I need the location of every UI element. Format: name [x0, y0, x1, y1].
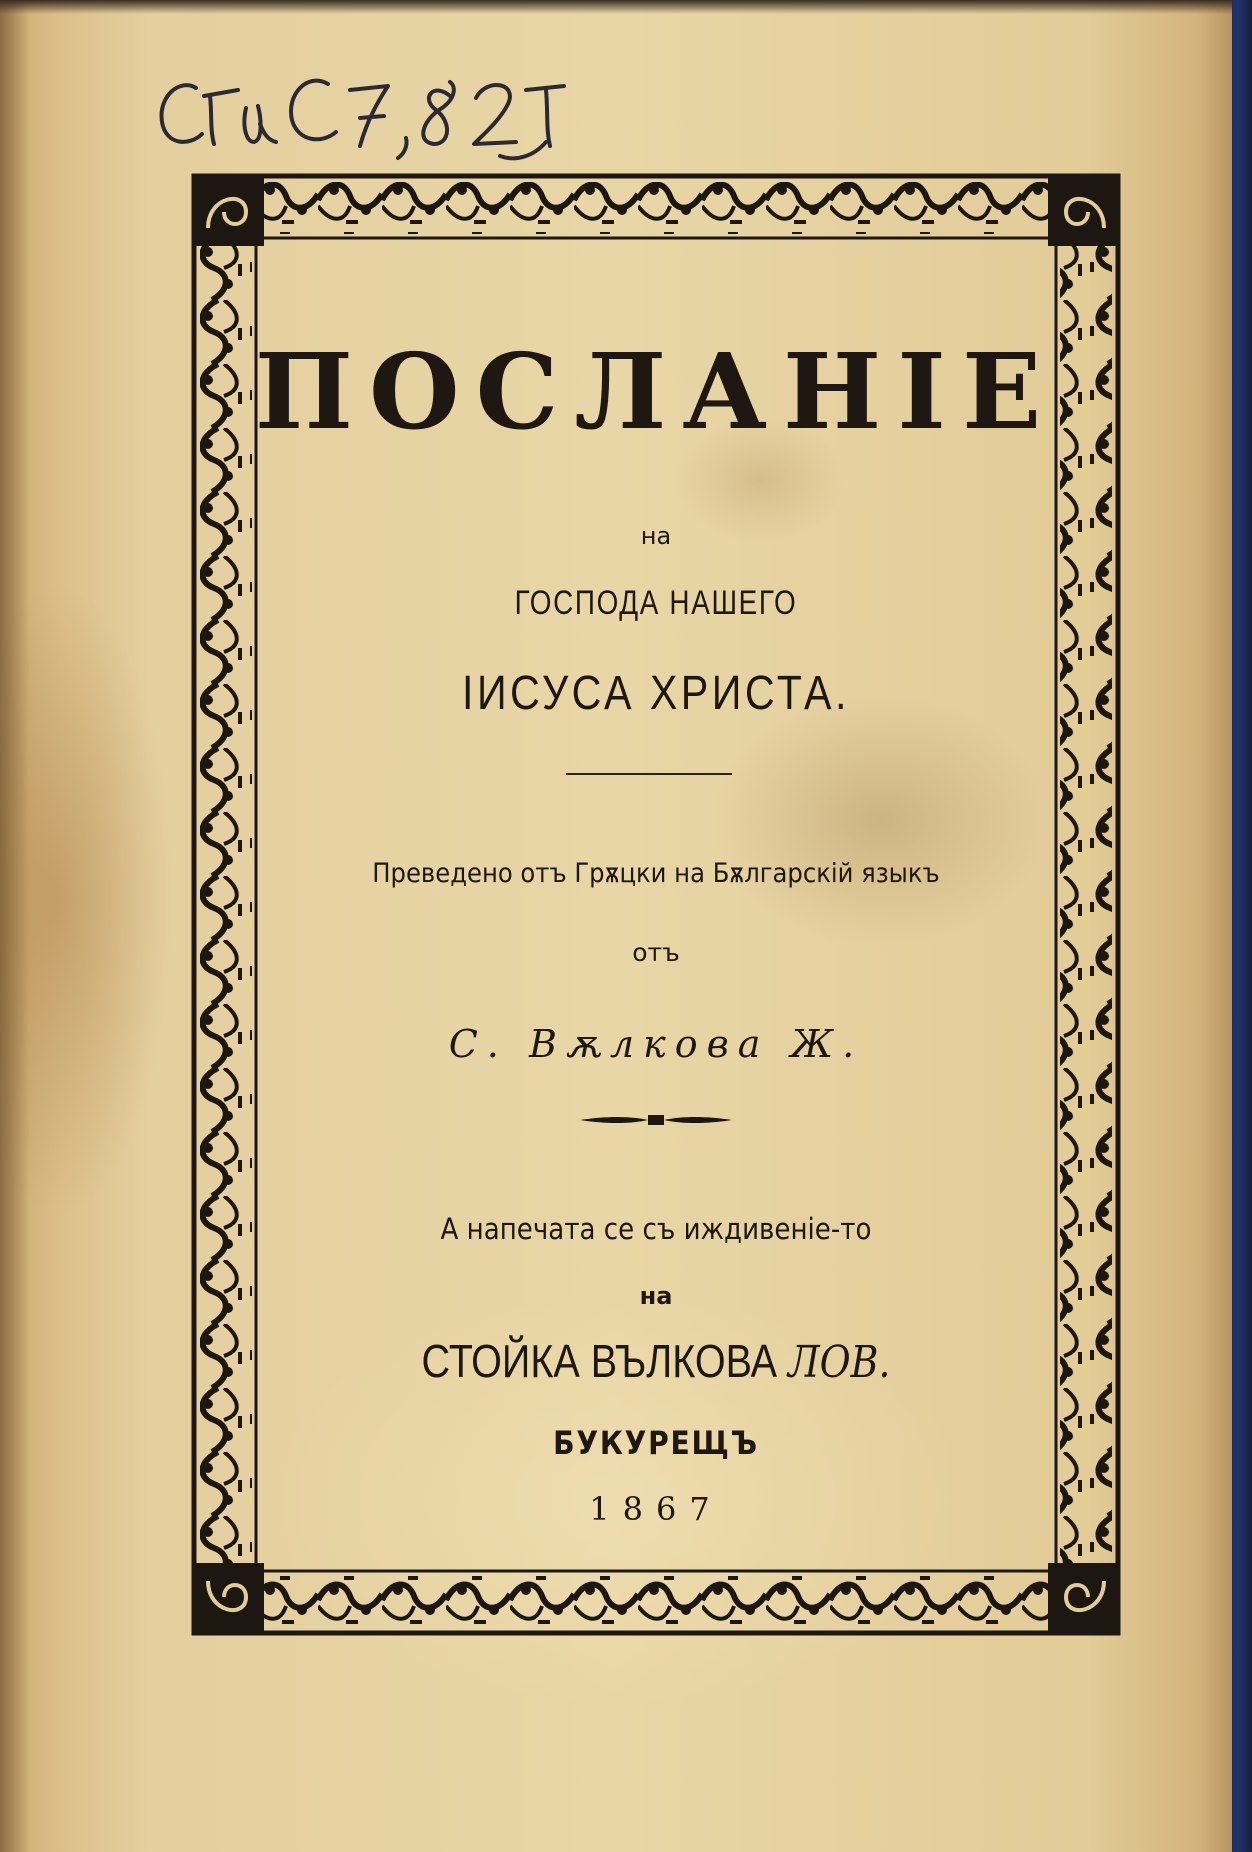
subtitle-line-2: ІИСУСА ХРИСТА.: [462, 667, 850, 720]
printing-note: А напечата се съ иждивеніе-то: [440, 1212, 872, 1246]
translation-note: Преведено отъ Грѫцки на Бѫлгарскій языкъ: [372, 858, 940, 889]
publisher-line: [255, 1334, 1057, 1388]
publication-year: 1867: [589, 1490, 723, 1528]
handwritten-shelfmark: [150, 38, 670, 168]
from-text: отъ: [632, 938, 680, 967]
book-title: ПОСЛАНІЕ: [254, 330, 1058, 453]
preposition-text: на: [640, 522, 672, 550]
publisher-abbreviation: ЛОВ.: [788, 1337, 891, 1388]
divider-rule: [566, 773, 732, 775]
page-binding-shadow: [0, 0, 30, 1852]
publisher-name: СТОЙКА ВЪЛКОВА: [421, 1335, 778, 1387]
translator-name: С. Вѫлкова Ж.: [448, 1022, 864, 1066]
title-block: [190, 172, 1122, 1637]
preposition-text-2: на: [639, 1282, 673, 1310]
ornament-divider: [576, 1110, 736, 1130]
city-name: БУКУРЕЩЪ: [553, 1424, 759, 1462]
subtitle-line-1: ГОСПОДА НАШЕГО: [514, 584, 798, 622]
page-top-shadow: [0, 0, 1232, 14]
